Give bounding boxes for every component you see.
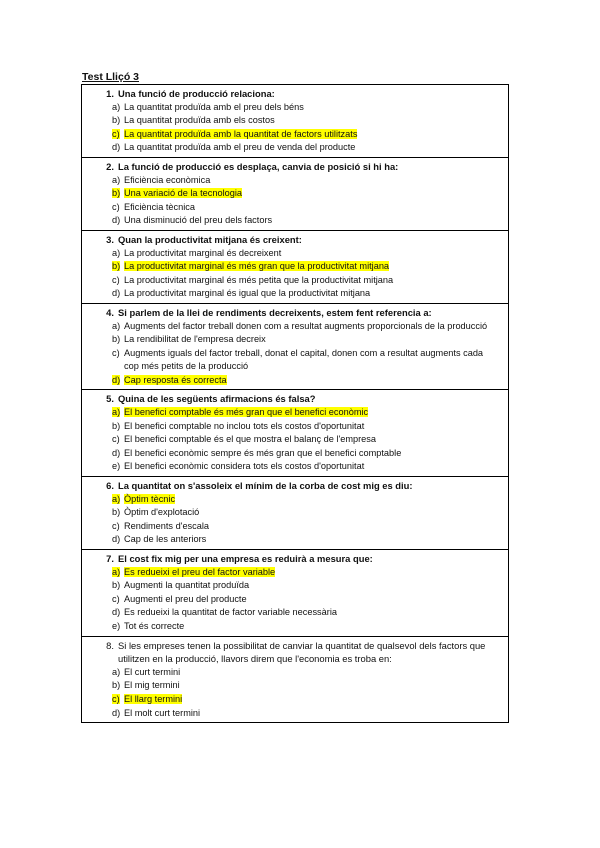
question-text: El cost fix mig per una empresa es reduirà a mesura que: (118, 553, 373, 564)
option-letter (82, 666, 124, 680)
option-text-content: Una disminució del preu dels factors (124, 215, 273, 226)
question-block (82, 157, 508, 230)
option-letter (82, 433, 124, 447)
option-letter (82, 174, 124, 188)
option-text (124, 187, 508, 201)
option-letter-text: a) (112, 101, 121, 112)
option-letter-text: b) (112, 115, 121, 126)
question-text: La quantitat on s'assoleix el mínim de la corba de cost mig es diu: (118, 480, 413, 492)
option-letter (82, 347, 124, 374)
option-text (124, 606, 508, 620)
option-text-content: Tot és correcte (124, 620, 185, 631)
option-letter (82, 460, 124, 474)
option-letter-text: e) (112, 620, 121, 631)
question-number: 4. (106, 306, 114, 318)
option-letter (82, 520, 124, 534)
question-text: La funció de producció es desplaça, canvia de posició si hi ha: (118, 160, 399, 172)
option-text-content: Es redueixi la quantitat de factor variable necessària (124, 607, 337, 618)
option-text-content: Augments iguals del factor treball, donat el capital, donen com a resultat augments cada cop més petits de la producció (124, 347, 484, 372)
option-text-content: Augmenti el preu del producte (124, 593, 247, 604)
answer-option (82, 433, 508, 447)
option-letter-text: d) (112, 447, 121, 458)
option-letter-text: c) (112, 434, 120, 445)
option-text (124, 520, 508, 534)
option-letter (82, 506, 124, 520)
option-text-content: Cap de les anteriors (124, 534, 207, 545)
option-letter (82, 447, 124, 461)
answer-option (82, 128, 508, 142)
correct-answer-highlight: Es redueixi el preu del factor variable (124, 566, 276, 577)
option-text (124, 620, 508, 634)
option-text (124, 287, 508, 301)
option-text-content: El mig termini (124, 680, 180, 691)
option-text (124, 579, 508, 593)
option-letter-text: b) (112, 420, 121, 431)
option-text-content: La productivitat marginal és decreixent (124, 247, 282, 258)
option-text (124, 693, 508, 707)
option-text (124, 347, 508, 374)
answer-option (82, 174, 508, 188)
option-letter-text: a) (112, 566, 121, 577)
correct-answer-highlight: Òptim tècnic (124, 493, 176, 504)
answer-option (82, 506, 508, 520)
option-letter-text: d) (112, 215, 121, 226)
option-text (124, 114, 508, 128)
option-text (124, 274, 508, 288)
option-text-content: La productivitat marginal és igual que la productivitat mitjana (124, 288, 371, 299)
option-text (124, 174, 508, 188)
question-header (82, 160, 508, 174)
option-letter (82, 101, 124, 115)
option-text-content: El benefici econòmic sempre és més gran que el benefici comptable (124, 447, 402, 458)
option-text-content: La quantitat produïda amb el preu dels béns (124, 101, 304, 112)
option-text (124, 420, 508, 434)
correct-answer-highlight: El benefici comptable és més gran que el benefici econòmic (124, 407, 369, 418)
option-letter (82, 320, 124, 334)
option-letter (82, 260, 124, 274)
question-header (82, 233, 508, 247)
option-text (124, 679, 508, 693)
option-text-content: Rendiments d'escala (124, 520, 209, 531)
question-number: 3. (106, 233, 114, 245)
option-letter (82, 287, 124, 301)
answer-option (82, 101, 508, 115)
option-letter (82, 406, 124, 420)
question-number: 5. (106, 393, 114, 405)
option-letter (82, 493, 124, 507)
option-text (124, 214, 508, 228)
option-text-content: El benefici comptable no inclou tots els costos d'oportunitat (124, 420, 365, 431)
option-text (124, 141, 508, 155)
option-letter-text: b) (112, 261, 121, 272)
option-letter-text: d) (112, 374, 121, 385)
question-header (82, 479, 508, 493)
option-text (124, 128, 508, 142)
option-text (124, 247, 508, 261)
option-letter (82, 128, 124, 142)
option-text (124, 333, 508, 347)
answer-option (82, 141, 508, 155)
answer-option (82, 533, 508, 547)
option-text (124, 493, 508, 507)
question-header (82, 552, 508, 566)
correct-answer-highlight: Cap resposta és correcta (124, 374, 227, 385)
option-letter (82, 679, 124, 693)
option-letter (82, 141, 124, 155)
answer-option (82, 693, 508, 707)
option-letter (82, 114, 124, 128)
question-number: 8. (106, 639, 114, 651)
option-text (124, 593, 508, 607)
question-number: 6. (106, 480, 114, 492)
answer-option (82, 333, 508, 347)
answer-option (82, 420, 508, 434)
answer-option (82, 320, 508, 334)
question-header (82, 392, 508, 406)
option-letter-text: b) (112, 680, 121, 691)
answer-option (82, 287, 508, 301)
option-letter-text: d) (112, 607, 121, 618)
option-letter-text: b) (112, 334, 121, 345)
option-letter-text: c) (112, 274, 120, 285)
question-block (82, 636, 508, 723)
option-text (124, 447, 508, 461)
option-letter-text: a) (112, 407, 121, 418)
option-letter-text: a) (112, 666, 121, 677)
answer-option (82, 187, 508, 201)
page-title: Test Lliçó 3 (82, 71, 139, 83)
option-letter (82, 374, 124, 388)
option-letter (82, 214, 124, 228)
option-text (124, 707, 508, 721)
correct-answer-highlight: Una variació de la tecnologia (124, 188, 242, 199)
correct-answer-highlight: La quantitat produïda amb la quantitat de factors utilitzats (124, 128, 358, 139)
option-text-content: El benefici econòmic considera tots els costos d'oportunitat (124, 461, 365, 472)
option-letter-text: a) (112, 247, 121, 258)
option-text-content: Augmenti la quantitat produïda (124, 580, 250, 591)
option-text-content: El benefici comptable és el que mostra el balanç de l'empresa (124, 434, 376, 445)
option-text (124, 260, 508, 274)
option-letter-text: c) (112, 520, 120, 531)
option-letter-text: c) (112, 693, 120, 704)
option-letter-text: c) (112, 128, 120, 139)
option-letter (82, 333, 124, 347)
question-text: Una funció de producció relaciona: (118, 88, 275, 99)
option-letter-text: a) (112, 320, 121, 331)
question-text: Si parlem de la llei de rendiments decreixents, estem fent referencia a: (118, 306, 432, 318)
answer-option (82, 274, 508, 288)
answer-option (82, 114, 508, 128)
option-text-content: La quantitat produïda amb els costos (124, 115, 275, 126)
answer-option (82, 566, 508, 580)
option-text-content: Eficiència tècnica (124, 201, 195, 212)
option-text (124, 320, 508, 334)
answer-option (82, 201, 508, 215)
question-number: 1. (106, 88, 114, 99)
answer-option (82, 406, 508, 420)
option-text-content: El curt termini (124, 666, 181, 677)
option-text-content: La quantitat produïda amb el preu de venda del producte (124, 142, 356, 153)
question-text: Si les empreses tenen la possibilitat de canviar la quantitat de qualsevol dels factors que utilitzen en la producció, llavors direm que l'economia es troba en: (118, 639, 486, 665)
option-text (124, 406, 508, 420)
answer-option (82, 620, 508, 634)
answer-option (82, 493, 508, 507)
option-text (124, 201, 508, 215)
correct-answer-highlight: El llarg termini (124, 693, 183, 704)
answer-option (82, 666, 508, 680)
option-text (124, 506, 508, 520)
option-text-content: La productivitat marginal és més petita que la productivitat mitjana (124, 274, 394, 285)
question-number: 2. (106, 160, 114, 172)
option-letter (82, 420, 124, 434)
option-letter-text: d) (112, 707, 121, 718)
answer-option (82, 593, 508, 607)
option-text-content: La rendibilitat de l'empresa decreix (124, 334, 266, 345)
option-letter-text: e) (112, 461, 121, 472)
option-text (124, 101, 508, 115)
option-letter (82, 247, 124, 261)
option-text (124, 460, 508, 474)
correct-answer-highlight: La productivitat marginal és més gran que la productivitat mitjana (124, 261, 390, 272)
answer-option (82, 374, 508, 388)
quiz-table (81, 84, 509, 723)
option-text (124, 374, 508, 388)
option-text-content: Òptim d'explotació (124, 507, 200, 518)
answer-option (82, 447, 508, 461)
question-header (82, 87, 508, 101)
question-block (82, 476, 508, 549)
option-letter-text: b) (112, 580, 121, 591)
option-text (124, 566, 508, 580)
answer-option (82, 260, 508, 274)
option-letter-text: b) (112, 188, 121, 199)
answer-option (82, 579, 508, 593)
answer-option (82, 460, 508, 474)
question-number: 7. (106, 553, 114, 564)
answer-option (82, 214, 508, 228)
option-text (124, 666, 508, 680)
option-letter-text: d) (112, 534, 121, 545)
option-letter (82, 579, 124, 593)
option-letter (82, 606, 124, 620)
answer-option (82, 679, 508, 693)
answer-option (82, 247, 508, 261)
answer-option (82, 347, 508, 374)
option-letter (82, 201, 124, 215)
option-text (124, 533, 508, 547)
option-letter-text: a) (112, 493, 121, 504)
question-header (82, 639, 508, 666)
option-letter-text: c) (112, 201, 120, 212)
answer-option (82, 606, 508, 620)
option-text-content: Eficiència econòmica (124, 174, 211, 185)
option-letter-text: a) (112, 174, 121, 185)
option-letter-text: c) (112, 593, 120, 604)
question-header (82, 306, 508, 320)
question-text: Quina de les següents afirmacions és falsa? (118, 393, 316, 405)
option-letter (82, 187, 124, 201)
question-block (82, 549, 508, 636)
option-letter-text: d) (112, 142, 121, 153)
option-letter-text: c) (112, 347, 120, 358)
option-letter (82, 620, 124, 634)
option-letter (82, 274, 124, 288)
option-letter (82, 566, 124, 580)
question-block (82, 389, 508, 476)
answer-option (82, 707, 508, 721)
option-letter (82, 707, 124, 721)
question-block (82, 85, 508, 157)
option-letter-text: b) (112, 507, 121, 518)
option-letter (82, 593, 124, 607)
option-text-content: El molt curt termini (124, 707, 201, 718)
option-text-content: Augments del factor treball donen com a resultat augments proporcionals de la producció (124, 320, 488, 331)
question-block (82, 230, 508, 303)
answer-option (82, 520, 508, 534)
question-text: Quan la productivitat mitjana és creixent: (118, 233, 302, 245)
option-letter (82, 533, 124, 547)
option-letter-text: d) (112, 288, 121, 299)
question-block (82, 303, 508, 390)
option-letter (82, 693, 124, 707)
option-text (124, 433, 508, 447)
